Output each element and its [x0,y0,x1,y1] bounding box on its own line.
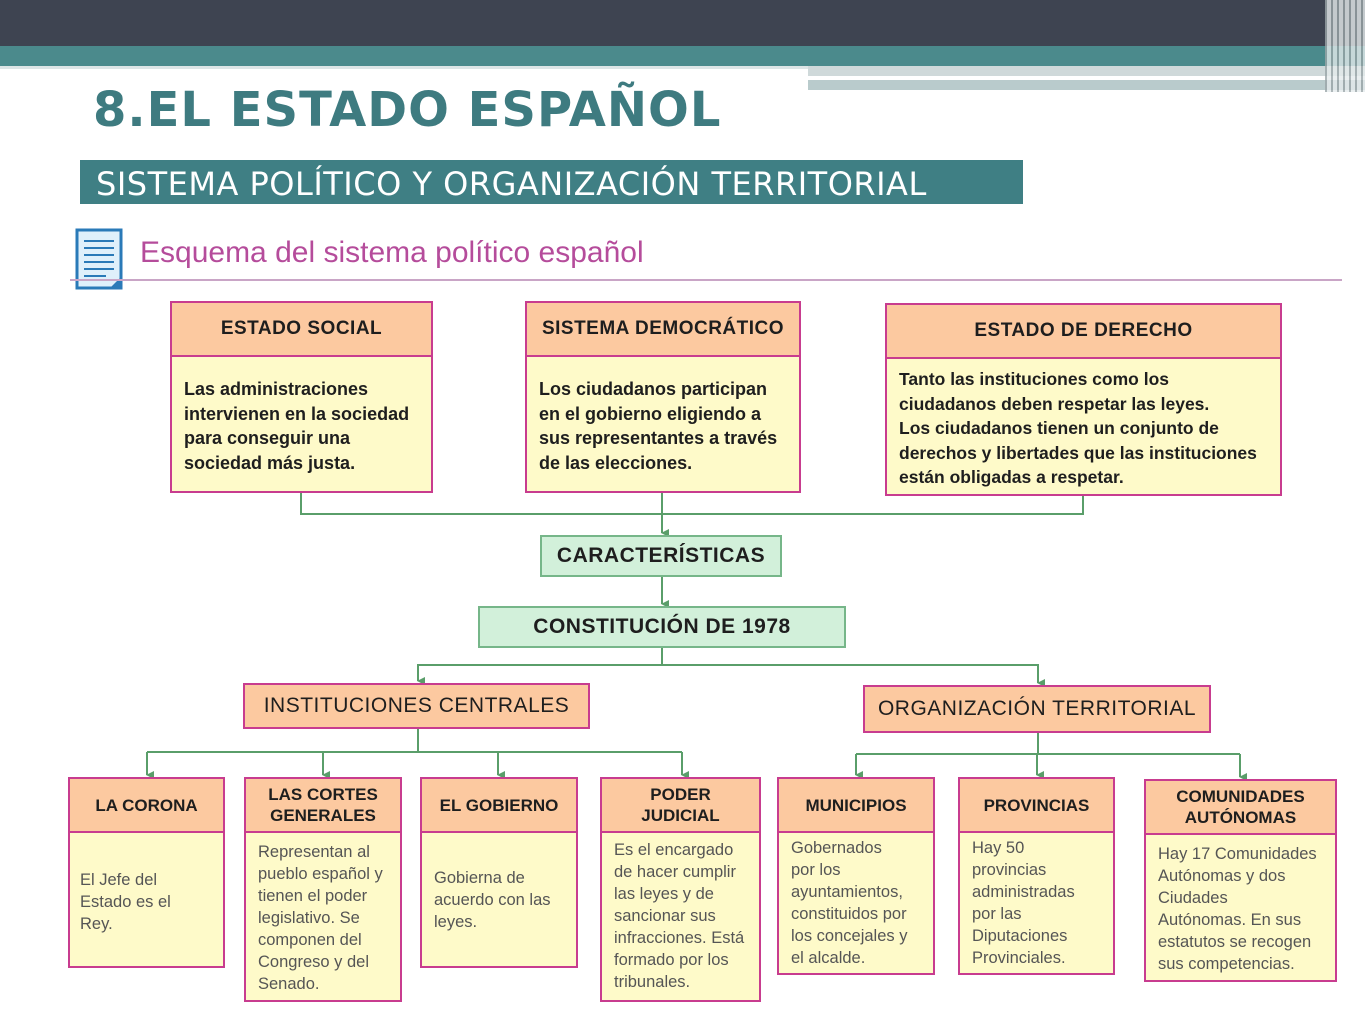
box-line: tienen el poder [258,887,368,905]
organizacion-territorial-node: ORGANIZACIÓN TERRITORIAL [863,685,1211,733]
box-line: Es el encargado [614,841,734,859]
box-line: pueblo español y [258,865,383,883]
poder-judicial-box [600,777,761,1002]
box-title-line: EL GOBIERNO [439,795,559,815]
box-title [779,779,933,833]
box-title-line: JUDICIAL [641,806,720,825]
box-line: Congreso y del [258,953,369,971]
box-line: estatutos se recogen [1158,933,1312,951]
provincias-box [958,777,1115,975]
comunidades-autonomas-box [1144,779,1337,982]
slide-title: 8.EL ESTADO ESPAÑOL [93,82,722,138]
box-title [602,779,759,833]
box-title-line: PODER [650,785,711,804]
municipios-box [777,777,935,975]
box-line: Estado es el [80,893,171,911]
box-body [1146,835,1335,983]
box-title: ESTADO DE DERECHO [887,305,1280,359]
box-line: componen del [258,931,362,949]
box-line: Hay 17 Comunidades [1158,845,1317,863]
box-line: en el gobierno eligiendo a [539,403,762,424]
box-line: Los ciudadanos tienen un conjunto de [899,418,1219,438]
box-body [172,357,431,483]
box-line: Gobernados [791,839,882,857]
box-body [527,357,799,483]
box-body [887,359,1280,498]
box-line: Los ciudadanos participan [539,379,768,399]
box-line: sociedad más justa. [184,452,356,473]
box-title-line: COMUNIDADES [1176,787,1305,806]
section-title: Esquema del sistema político español [140,236,644,269]
box-line: formado por los [614,951,729,969]
constitucion-node: CONSTITUCIÓN DE 1978 [478,606,846,648]
caracteristicas-node: CARACTERÍSTICAS [540,535,782,577]
box-line: de las elecciones. [539,452,693,473]
box-body [246,833,400,1003]
box-body [70,833,223,943]
box-line: leyes. [434,913,478,931]
la-corona-box [68,777,225,968]
box-body [960,833,1113,977]
box-line: provincias [972,861,1047,879]
box-line: Las administraciones [184,379,369,399]
box-line: por los [791,861,841,879]
box-title [1146,781,1335,835]
box-body [602,833,759,1001]
box-title [70,779,223,833]
box-line: ciudadanos deben respetar las leyes. [899,393,1210,414]
box-title-line: LAS CORTES [268,785,378,804]
box-line: Ciudades [1158,889,1228,907]
box-line: el alcalde. [791,949,866,967]
box-line: sus competencias. [1158,955,1295,973]
box-line: sancionar sus [614,907,716,925]
box-title [960,779,1113,833]
box-line: por las [972,905,1022,923]
box-line: están obligadas a respetar. [899,467,1124,487]
box-line: Hay 50 [972,839,1025,857]
box-line: legislativo. Se [258,909,360,927]
box-line: Rey. [80,915,113,933]
box-title [246,779,400,833]
el-gobierno-box [420,777,578,968]
box-line: administradas [972,883,1075,901]
box-line: sus representantes a través [539,428,778,448]
box-line: derechos y libertades que las instituciones [899,442,1257,463]
slide-subtitle: SISTEMA POLÍTICO Y ORGANIZACIÓN TERRITORIAL [96,165,927,203]
box-line: Senado. [258,975,320,993]
estado-social-box [170,301,433,493]
box-line: tribunales. [614,973,691,991]
box-line: las leyes y de [614,885,714,903]
box-line: ayuntamientos, [791,883,903,901]
box-title-line: LA CORONA [95,795,198,815]
box-line: Autónomas y dos [1158,867,1286,885]
box-line: Provinciales. [972,949,1066,967]
las-cortes-generales-box [244,777,402,1002]
box-line: intervienen en la sociedad [184,403,410,424]
box-title: SISTEMA DEMOCRÁTICO [527,303,799,357]
box-line: Autónomas. En sus [1158,911,1302,929]
box-line: de hacer cumplir [614,863,736,881]
box-line: para conseguir una [184,428,351,448]
box-body [779,833,933,977]
box-body [422,833,576,941]
box-line: Representan al [258,843,370,861]
box-title-line: GENERALES [270,806,376,825]
instituciones-centrales-node: INSTITUCIONES CENTRALES [243,683,590,729]
box-title-line: PROVINCIAS [983,795,1090,815]
box-line: Diputaciones [972,927,1068,945]
box-line: El Jefe del [80,871,158,889]
sistema-democratico-box [525,301,801,493]
box-title-line: MUNICIPIOS [805,795,907,815]
box-title-line: AUTÓNOMAS [1184,808,1297,827]
box-line: infracciones. Está [614,929,745,947]
box-line: Gobierna de [434,869,525,887]
estado-derecho-box [885,303,1282,496]
box-line: Tanto las instituciones como los [899,369,1169,389]
box-line: constituidos por [791,905,907,923]
box-line: acuerdo con las [434,891,551,909]
box-line: los concejales y [791,927,908,945]
box-title: ESTADO SOCIAL [172,303,431,357]
box-title [422,779,576,833]
